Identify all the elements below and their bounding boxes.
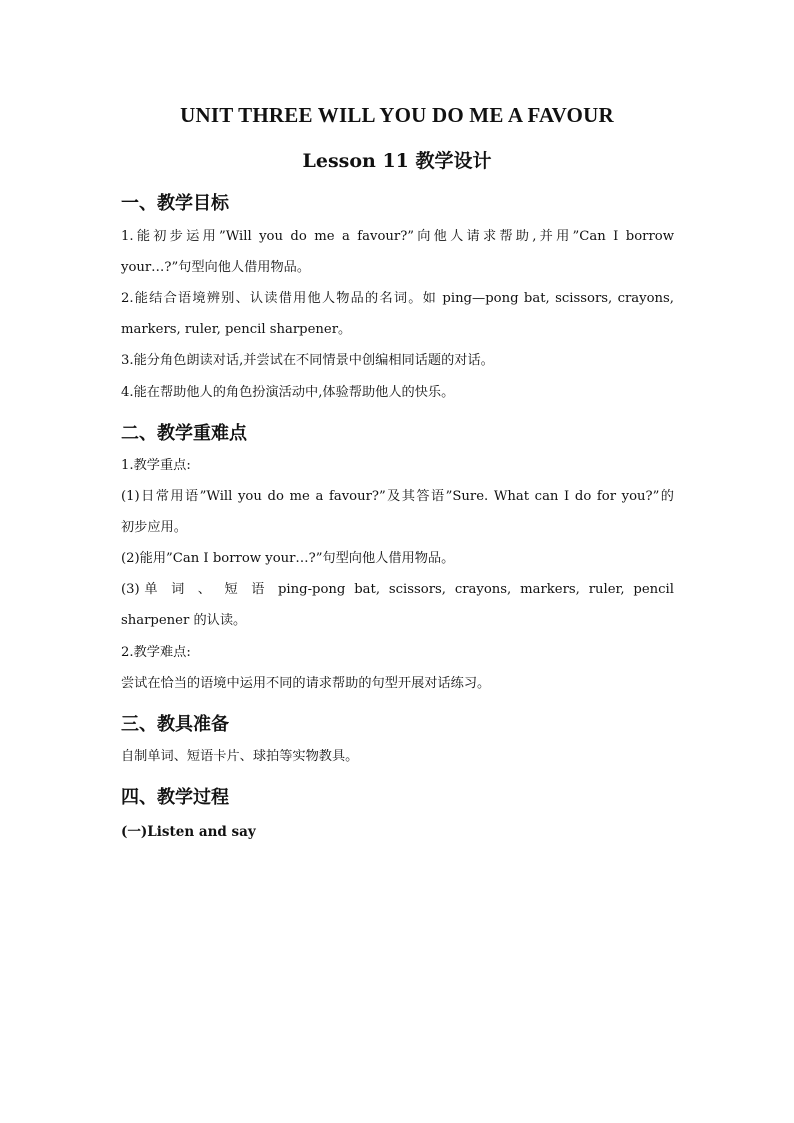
section-heading-materials: 三、教具准备 (121, 714, 229, 735)
sub-heading-listen-and-say: (一)Listen and say (121, 824, 256, 840)
paragraph-line: your…?”句型向他人借用物品。 (121, 260, 311, 275)
document-title: UNIT THREE WILL YOU DO ME A FAVOUR (180, 103, 614, 127)
paragraph-line: 自制单词、短语卡片、球拍等实物教具。 (121, 749, 359, 764)
paragraph-line: 2.能结合语境辨别、认读借用他人物品的名词。如 ping—pong bat, scissors, crayons, (121, 291, 674, 306)
paragraph-line: 3.能分角色朗读对话,并尝试在不同情景中创编相同话题的对话。 (121, 353, 494, 368)
paragraph-line: 1.教学重点: (121, 458, 191, 473)
section-heading-key-points: 二、教学重难点 (121, 423, 247, 444)
paragraph-line: 尝试在恰当的语境中运用不同的请求帮助的句型开展对话练习。 (121, 676, 491, 691)
paragraph-line: 初步应用。 (121, 520, 187, 535)
paragraph-line: (3)单 词 、 短 语 ping-pong bat, scissors, crayons, markers, ruler, pencil (121, 582, 674, 597)
paragraph-line: 1.能初步运用”Will you do me a favour?”向他人请求帮助,并用”Can I borrow (121, 229, 674, 244)
document-subtitle: Lesson 11 教学设计 (302, 150, 492, 172)
paragraph-line: 2.教学难点: (121, 645, 191, 660)
section-heading-process: 四、教学过程 (121, 787, 229, 808)
paragraph-line: (1)日常用语”Will you do me a favour?”及其答语”Sure. What can I do for you?”的 (121, 489, 674, 504)
paragraph-line: (2)能用”Can I borrow your…?”句型向他人借用物品。 (121, 551, 455, 566)
paragraph-line: 4.能在帮助他人的角色扮演活动中,体验帮助他人的快乐。 (121, 385, 455, 400)
paragraph-line: sharpener 的认读。 (121, 613, 247, 628)
section-heading-objectives: 一、教学目标 (121, 193, 229, 214)
paragraph-line: markers, ruler, pencil sharpener。 (121, 322, 352, 337)
